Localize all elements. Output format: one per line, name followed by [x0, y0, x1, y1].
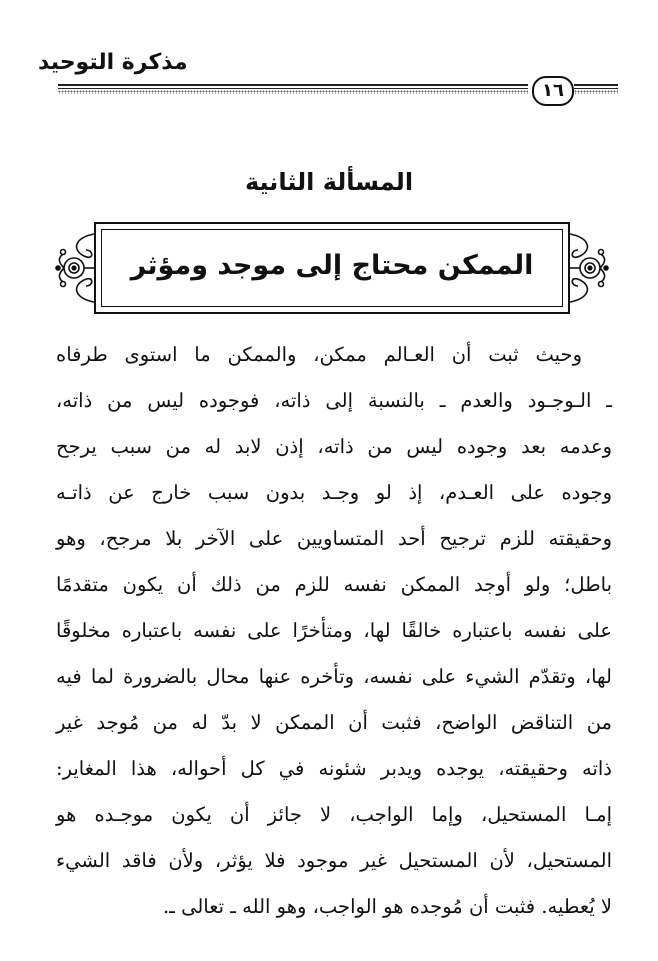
header-rule-short: [574, 84, 618, 94]
body-line: وعدمه بعد وجوده ليس من ذاته، إذن لابد له من سبب يرجح: [56, 435, 612, 458]
body-line: وحقيقته للزم ترجيح أحد المتساويين على الآخر بلا مرجح، وهو: [56, 527, 612, 550]
ornament-left-icon: [54, 228, 98, 308]
body-line: من التناقض الواضح، فثبت أن الممكن لا بدّ له من مُوجد غير: [56, 711, 612, 734]
book-title: مذكرة التوحيد: [38, 50, 188, 75]
body-line: لا يُعطيه. فثبت أن مُوجده هو الواجب، وهو الله ـ تعالى ـ.: [162, 895, 612, 918]
body-line: ذاته وحقيقته، يوجده ويدبر شئونه في كل أحواله، هذا المغاير:: [56, 757, 612, 780]
title-box: [94, 222, 570, 314]
body-line: المستحيل، لأن المستحيل غير موجود فلا يؤثر، ولأن فاقد الشيء: [56, 849, 612, 872]
body-line: إمـا المستحيل، وإما الواجب، لا جائز أن يكون موجـده هو: [56, 803, 612, 826]
page-number: ١٦: [532, 76, 574, 106]
body-line: وحيث ثبت أن العـالم ممكن، والممكن ما استوى طرفاه: [56, 343, 582, 366]
body-line: باطل؛ ولو أوجد الممكن نفسه للزم من ذلك أن يكون متقدمًا: [56, 573, 612, 596]
body-line: لها، وتقدّم الشيء على نفسه، وتأخره عنها محال بالضرورة لما فيه: [56, 665, 612, 688]
header-rule: [58, 84, 528, 94]
body-line: وجوده على العـدم، إذ لو وجـد بدون سبب خارج عن ذاتـه: [56, 481, 612, 504]
title-box-text: الممكن محتاج إلى موجد ومؤثر: [130, 250, 534, 281]
title-frame: [54, 218, 610, 318]
body-line: ـ الـوجـود والعدم ـ بالنسبة إلى ذاته، فوجوده ليس من ذاته،: [56, 389, 612, 412]
body-line: على نفسه باعتباره خالقًا لها، ومتأخرًا على نفسه باعتباره مخلوقًا: [56, 619, 612, 642]
ornament-right-icon: [566, 228, 610, 308]
body-paragraph: [56, 332, 612, 930]
section-heading: المسألة الثانية: [244, 168, 414, 196]
